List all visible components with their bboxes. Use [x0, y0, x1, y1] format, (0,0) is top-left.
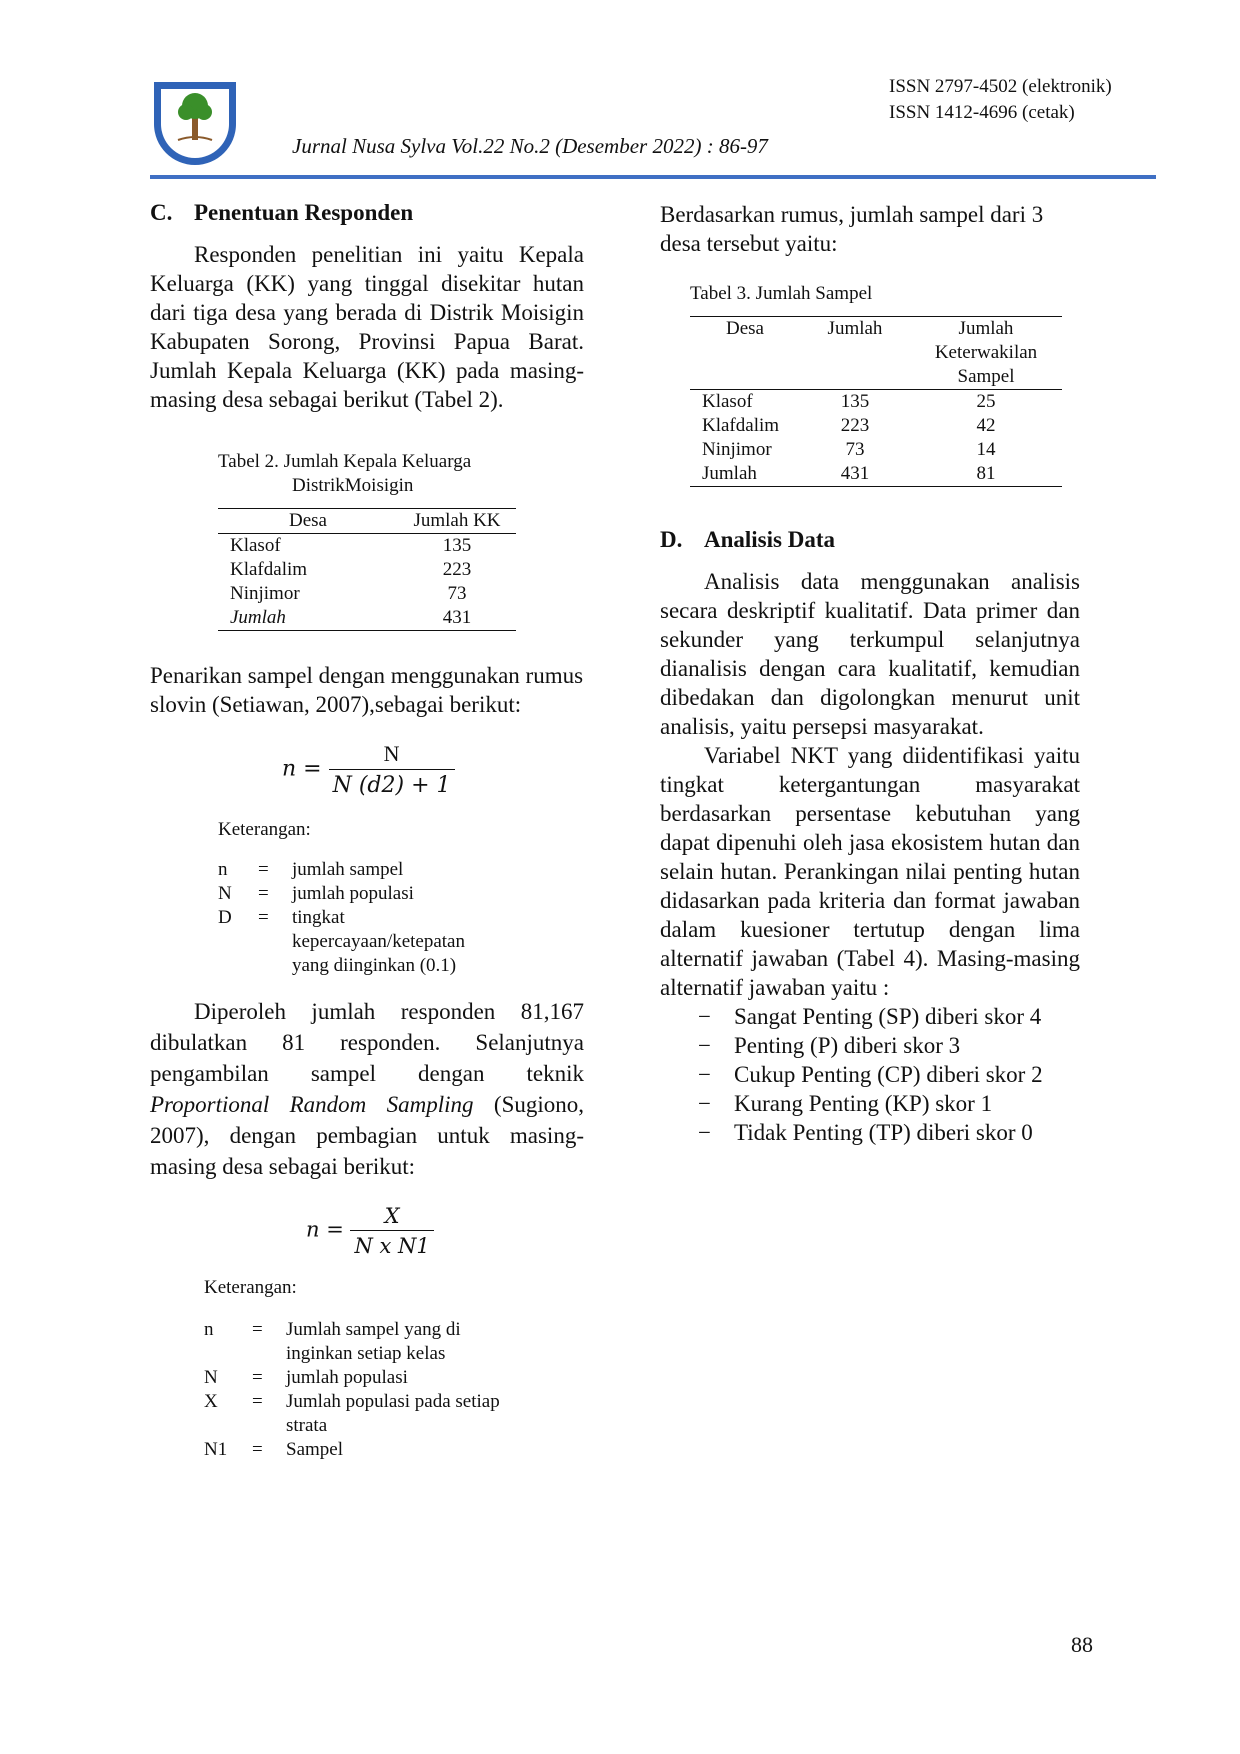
table-3-header-desa: Desa — [690, 317, 800, 390]
table-3-cell: 14 — [976, 439, 996, 460]
ket-equals: = — [252, 1319, 263, 1340]
formula-2-lhs: n = — [306, 1217, 344, 1242]
para3-text-1: Diperoleh jumlah responden 81,167 dibulatkan 81 responden. Selanjutnya pengambilan sampel dengan teknik — [150, 999, 584, 1086]
bullet-dash: − — [698, 1033, 711, 1058]
list-item — [218, 882, 584, 906]
list-item — [204, 1318, 584, 1366]
section-c-paragraph-1: Responden penelitian ini yaitu Kepala Keluarga (KK) yang tinggal disekitar hutan dari tiga desa yang berada di Distrik Moisigin Kabupaten Sorong, Provinsi Papua Barat. Jumlah Kepala Keluarga (KK) pada masing-masing desa sebagai berikut (Tabel 2). — [150, 242, 584, 412]
formula-1-numerator: N — [329, 741, 455, 770]
table-2-cell: 73 — [447, 583, 467, 604]
table-2-cell: 135 — [442, 535, 472, 556]
ket-symbol: D — [218, 907, 232, 928]
keterangan-1 — [218, 818, 584, 978]
list-item — [218, 858, 584, 882]
ket-symbol: n — [204, 1319, 214, 1340]
table-3-cell: 25 — [976, 391, 996, 412]
table-2-caption — [218, 450, 584, 498]
ket-equals: = — [258, 907, 269, 928]
section-d-letter: D. — [660, 527, 683, 552]
list-item — [218, 906, 584, 978]
score-item-text: Sangat Penting (SP) diberi skor 4 — [734, 1004, 1042, 1029]
table-row — [690, 414, 1062, 438]
table-3 — [690, 316, 1062, 487]
section-d-paragraph-1: Analisis data menggunakan analisis secara deskriptif kualitatif. Data primer dan sekunder yang terkumpul selanjutnya dianalisis dengan cara kualitatif, kemudian dibedakan dan digolongkan menurut unit analisis, yaitu persepsi masyarakat. — [660, 569, 1080, 739]
table-row — [690, 438, 1062, 462]
journal-logo — [148, 76, 242, 170]
formula-2-numerator: X — [350, 1204, 433, 1231]
table-2-header-desa: Desa — [218, 509, 398, 534]
score-item-text: Penting (P) diberi skor 3 — [734, 1033, 961, 1058]
ket-symbol: X — [204, 1391, 218, 1412]
page-number: 88 — [1071, 1632, 1093, 1657]
ket-equals: = — [252, 1367, 263, 1388]
table-row — [218, 606, 516, 631]
slovin-formula — [282, 741, 584, 798]
formula-2-fraction — [350, 1204, 433, 1258]
table-3-cell: Klasof — [702, 391, 753, 412]
formula-1-denominator: N (d2) + 1 — [332, 773, 451, 798]
table-3-cell: 81 — [910, 462, 1062, 487]
issn-print: ISSN 1412-4696 (cetak) — [889, 102, 1075, 123]
issn-block — [889, 74, 1112, 126]
ket-equals: = — [252, 1439, 263, 1460]
ket-equals: = — [258, 859, 269, 880]
list-item — [660, 1002, 1080, 1031]
ket-symbol: N — [204, 1367, 218, 1388]
ket-definition: Sampel — [286, 1439, 343, 1460]
list-item — [660, 1089, 1080, 1118]
proportional-formula — [306, 1204, 584, 1258]
ket-symbol: N — [218, 883, 232, 904]
ket-symbol: n — [218, 859, 228, 880]
table-row — [218, 534, 516, 559]
table-3-cell: 431 — [800, 462, 910, 487]
right-column — [660, 200, 1080, 1147]
table-3-header-jumlah: Jumlah — [800, 317, 910, 390]
issn-electronic: ISSN 2797-4502 (elektronik) — [889, 76, 1112, 97]
right-intro-paragraph: Berdasarkan rumus, jumlah sampel dari 3 desa tersebut yaitu: — [660, 202, 1044, 256]
para3-text-2: (Sugiono, 2007), dengan pembagian untuk masing-masing desa sebagai berikut: — [150, 1092, 584, 1179]
ket-definition: jumlah sampel — [292, 859, 404, 880]
list-item — [660, 1031, 1080, 1060]
list-item — [204, 1390, 584, 1438]
ket-symbol: N1 — [204, 1439, 228, 1460]
table-2-header-jumlah-kk: Jumlah KK — [398, 509, 516, 534]
header-rule — [150, 175, 1156, 179]
section-d-paragraph-2: Variabel NKT yang diidentifikasi yaitu tingkat ketergantungan masyarakat berdasarkan persentase kebutuhan yang dapat dipenuhi oleh jasa ekosistem hutan dan selain hutan. Perankingan nilai penting hutan didasarkan pada kriteria dan format jawaban dalam kuesioner tertutup dengan lima alternatif jawaban (Tabel 4). Masing-masing alternatif jawaban yaitu : — [660, 743, 1080, 1000]
table-3-cell: 223 — [840, 415, 870, 436]
table-2-caption-line-1: Tabel 2. Jumlah Kepala Keluarga — [218, 451, 472, 472]
table-row — [690, 462, 1062, 487]
ket-equals: = — [258, 883, 269, 904]
formula-1-lhs: n = — [282, 756, 322, 782]
table-2-cell: 223 — [442, 559, 472, 580]
para3-italic: Proportional Random Sampling — [150, 1092, 474, 1117]
table-3-caption: Tabel 3. Jumlah Sampel — [690, 283, 873, 304]
bullet-dash: − — [698, 1062, 711, 1087]
ket-definition: jumlah populasi — [292, 883, 414, 904]
keterangan-1-title: Keterangan: — [218, 819, 311, 840]
list-item — [204, 1366, 584, 1390]
left-column — [150, 200, 584, 1462]
score-list — [660, 1002, 1080, 1147]
table-row — [218, 558, 516, 582]
score-item-text: Kurang Penting (KP) skor 1 — [734, 1091, 993, 1116]
table-2-cell: Ninjimor — [230, 583, 300, 604]
score-item-text: Tidak Penting (TP) diberi skor 0 — [734, 1120, 1033, 1145]
section-c-paragraph-2: Penarikan sampel dengan menggunakan rumus slovin (Setiawan, 2007),sebagai berikut: — [150, 663, 584, 717]
bullet-dash: − — [698, 1091, 711, 1116]
section-c-paragraph-3 — [150, 996, 584, 1182]
table-2-cell: Jumlah — [218, 606, 398, 631]
section-c-title: Penentuan Responden — [194, 200, 414, 225]
list-item — [660, 1118, 1080, 1147]
bullet-dash: − — [698, 1120, 711, 1145]
table-3-cell: Jumlah — [690, 462, 800, 487]
section-d-heading — [660, 527, 1080, 553]
table-3-cell: Klafdalim — [702, 415, 780, 436]
table-2-caption-line-2: DistrikMoisigin — [292, 475, 414, 496]
formula-1-fraction — [329, 741, 455, 798]
ket-equals: = — [252, 1391, 263, 1412]
journal-citation: Jurnal Nusa Sylva Vol.22 No.2 (Desember 2022) : 86-97 — [292, 134, 768, 158]
table-3-cell: 42 — [976, 415, 996, 436]
list-item — [204, 1438, 584, 1462]
table-2-cell: 431 — [398, 606, 516, 631]
section-d-title: Analisis Data — [704, 527, 835, 552]
section-c-heading — [150, 200, 584, 226]
keterangan-2-title: Keterangan: — [204, 1277, 297, 1298]
ket-definition: tingkat kepercayaan/ketepatan yang diinginkan (0.1) — [292, 907, 465, 976]
list-item — [660, 1060, 1080, 1089]
table-row — [690, 390, 1062, 415]
table-2-cell: Klafdalim — [230, 559, 308, 580]
table-3-cell: 73 — [845, 439, 865, 460]
bullet-dash: − — [698, 1004, 711, 1029]
table-3-cell: Ninjimor — [702, 439, 772, 460]
table-2 — [218, 508, 516, 631]
table-3-cell: 135 — [840, 391, 870, 412]
table-row — [218, 582, 516, 606]
ket-definition: jumlah populasi — [286, 1367, 408, 1388]
ket-definition: Jumlah sampel yang di inginkan setiap kelas — [286, 1319, 461, 1364]
keterangan-2 — [204, 1276, 584, 1462]
table-3-block — [690, 282, 1080, 487]
ket-definition: Jumlah populasi pada setiap strata — [286, 1391, 500, 1436]
table-2-cell: Klasof — [230, 535, 281, 556]
section-c-letter: C. — [150, 200, 173, 225]
table-2-block — [218, 450, 584, 631]
score-item-text: Cukup Penting (CP) diberi skor 2 — [734, 1062, 1043, 1087]
formula-2-denominator: N x N1 — [354, 1234, 430, 1258]
table-3-header-keterwakilan: Jumlah Keterwakilan Sampel — [910, 317, 1062, 390]
